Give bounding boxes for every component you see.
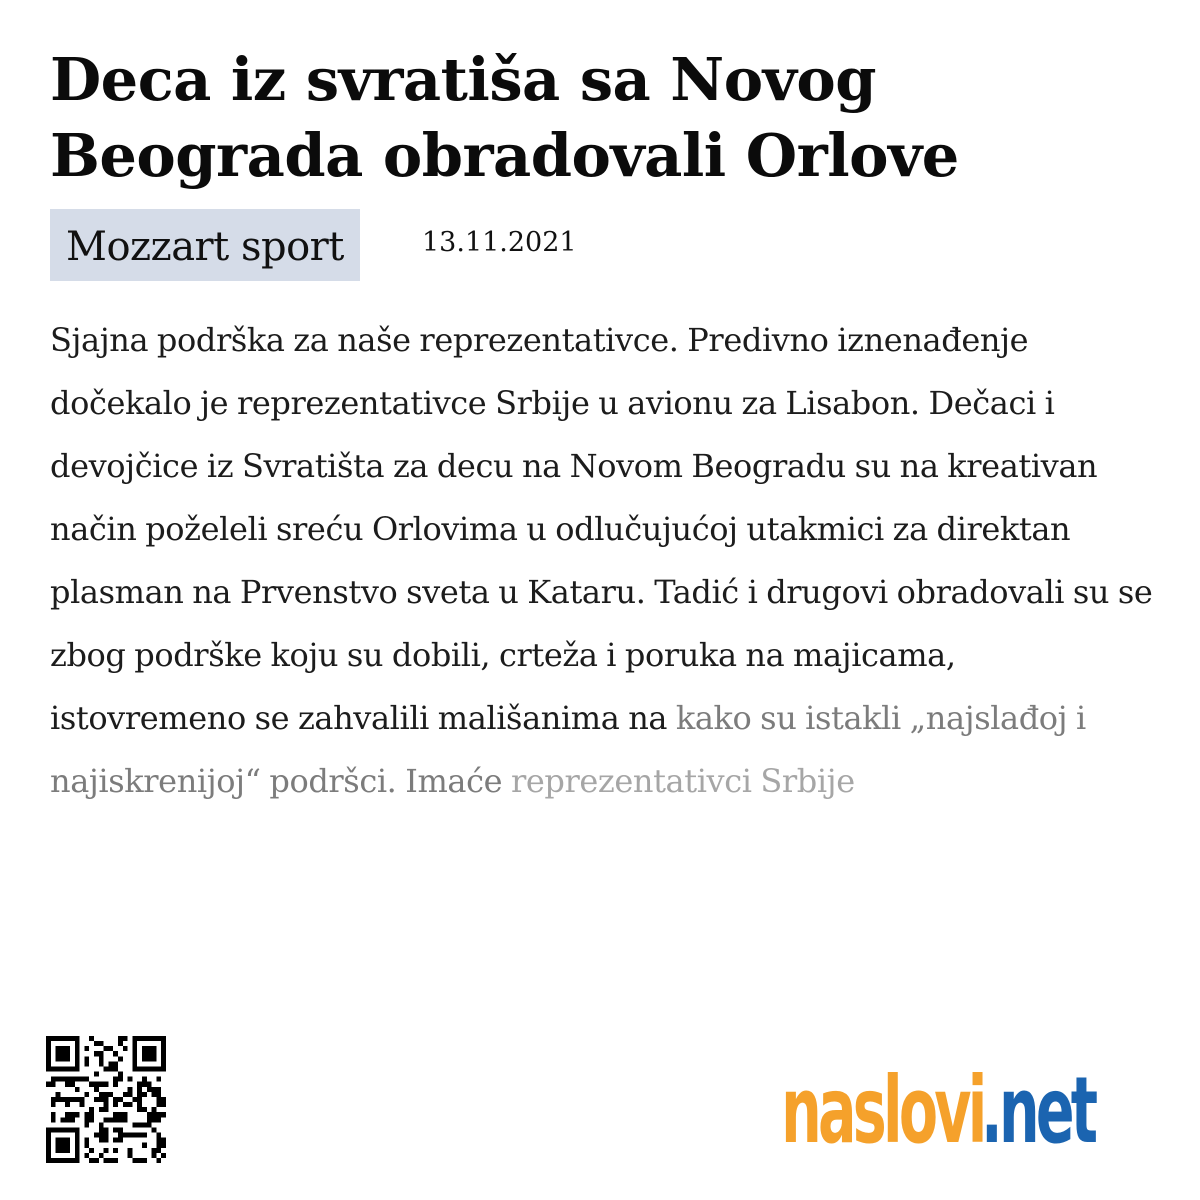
headline-line-2: Beograda obradovali Orlove — [50, 121, 959, 190]
body-text-faded: reprezentativci Srbije — [510, 762, 855, 800]
naslovi-net-logo[interactable] — [657, 1058, 1164, 1164]
source-badge[interactable]: Mozzart sport — [50, 209, 360, 281]
publish-date: 13.11.2021 — [422, 227, 577, 258]
headline-line-1: Deca iz svratiša sa Novog — [50, 45, 876, 114]
qr-code-icon[interactable] — [46, 1036, 166, 1163]
logo-text-net: .net — [981, 1057, 1095, 1164]
article-card — [50, 42, 1160, 813]
article-headline[interactable] — [50, 42, 1160, 194]
body-text-main: Sjajna podrška za naše reprezentativce. Predivno iznenađenje dočekalo je reprezentativce Srbije u avionu za Lisabon. Dečaci i devojčice iz Svratišta za decu na Novom Beogradu su na kreativan način poželeli sreću Orlovima u odlučujućoj utakmici za direktan plasman na Prvenstvo sveta u Kataru. Tadić i drugovi obradovali su se zbog podrške koju su dobili, crteža i poruka na majicama, istovremeno se zahvalili mališanima na — [50, 321, 1153, 737]
body-text-fading: kako su istakli „najslađoj i najiskrenijoj“ podršci. Imaće — [50, 699, 1086, 800]
article-meta — [50, 209, 1160, 281]
article-body — [50, 309, 1160, 813]
logo-text-naslovi: naslovi — [780, 1057, 984, 1164]
